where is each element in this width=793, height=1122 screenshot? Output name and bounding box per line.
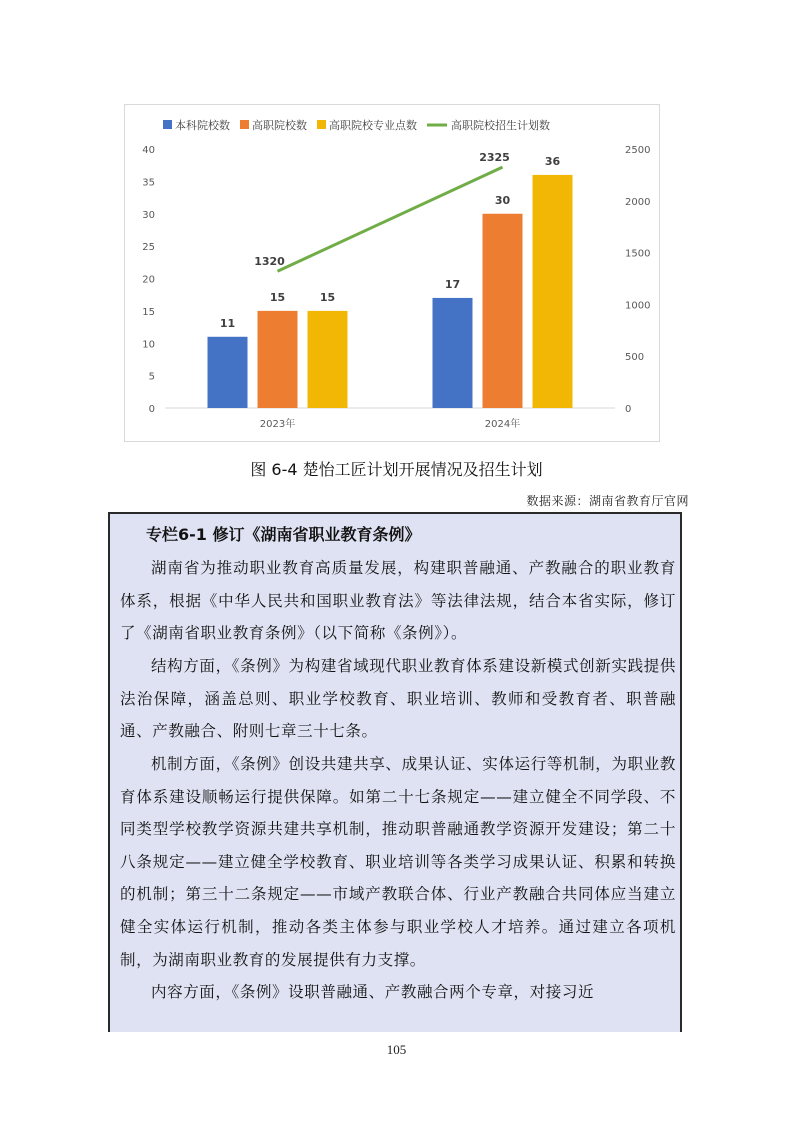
bar-data-label: 15 [269, 290, 286, 304]
bar [208, 337, 248, 408]
bar-data-label: 17 [444, 277, 461, 291]
chart-frame [124, 104, 660, 442]
bar [433, 298, 473, 408]
y-tick-label: 10 [142, 339, 155, 351]
line-data-label: 1320 [254, 255, 285, 269]
x-tick-label: 2023年 [259, 419, 296, 430]
data-source-note: 数据来源：湖南省教育厅官网 [526, 494, 689, 508]
figure-caption: 图 6-4 楚怡工匠计划开展情况及招生计划 [250, 460, 543, 479]
y-tick-label: 5 [148, 371, 155, 383]
bar-data-label: 15 [319, 290, 336, 304]
bar [533, 175, 573, 408]
column-title: 专栏6-1 修订《湖南省职业教育条例》 [146, 525, 421, 544]
legend-label: 高职院校数 [252, 119, 307, 132]
y-tick-label: 15 [142, 306, 155, 318]
column-paragraph: 内容方面，《条例》设职普融通、产教融合两个专章，对接习近 [151, 983, 595, 1001]
x-tick-label: 2024年 [484, 419, 521, 430]
y2-tick-label: 1500 [625, 248, 651, 260]
column-paragraph: 结构方面，《条例》为构建省域现代职业教育体系建设新模式创新实践提供法治保障，涵盖总则、职业学校教育、职业培训、教师和受教育者、职普融通、产教融合、附则七章三十七条。 [120, 657, 676, 741]
series-line [278, 167, 503, 271]
column-paragraph: 机制方面，《条例》创设共建共享、成果认证、实体运行等机制，为职业教育体系建设顺畅运行提供保障。如第二十七条规定——建立健全不同学段、不同类型学校教学资源共建共享机制，推动职普融通教学资源开发建设；第二十八条规定——建立健全学校教育、职业培训等各类学习成果认证、积累和转换的机制；第三十二条规定——市域产教联合体、行业产教融合共同体应当建立健全实体运行机制，推动各类主体参与职业学校人才培养。通过建立各项机制，为湖南职业教育的发展提供有力支撑。 [120, 755, 676, 969]
y-tick-label: 25 [142, 242, 155, 254]
legend-label: 高职院校专业点数 [329, 119, 417, 132]
legend-swatch [317, 120, 326, 129]
y-tick-label: 0 [148, 404, 155, 415]
legend-swatch [240, 120, 249, 129]
bar-data-label: 36 [544, 154, 561, 168]
legend-label: 本科院校数 [175, 119, 230, 132]
line-data-label: 2325 [479, 151, 510, 165]
column-box [108, 512, 682, 1032]
y-tick-label: 40 [142, 145, 155, 156]
y-tick-label: 35 [142, 177, 155, 189]
legend-label: 高职院校招生计划数 [451, 119, 550, 132]
bar-line-chart [125, 105, 659, 441]
page-number: 105 [386, 1042, 407, 1057]
legend-swatch [163, 120, 172, 129]
bar-data-label: 30 [494, 193, 511, 207]
y-tick-label: 20 [142, 274, 155, 286]
y2-tick-label: 500 [625, 352, 645, 364]
y2-tick-label: 0 [625, 404, 632, 415]
y2-tick-label: 2000 [625, 196, 651, 208]
column-paragraph: 湖南省为推动职业教育高质量发展，构建职普融通、产教融合的职业教育体系，根据《中华人民共和国职业教育法》等法律法规，结合本省实际，修订了《湖南省职业教育条例》（以下简称《条例》）。 [120, 559, 676, 643]
bar [483, 214, 523, 408]
y2-tick-label: 1000 [625, 300, 651, 312]
bar [258, 311, 298, 408]
y-tick-label: 30 [142, 209, 155, 221]
y2-tick-label: 2500 [625, 145, 651, 156]
bar [308, 311, 348, 408]
bar-data-label: 11 [219, 316, 236, 330]
